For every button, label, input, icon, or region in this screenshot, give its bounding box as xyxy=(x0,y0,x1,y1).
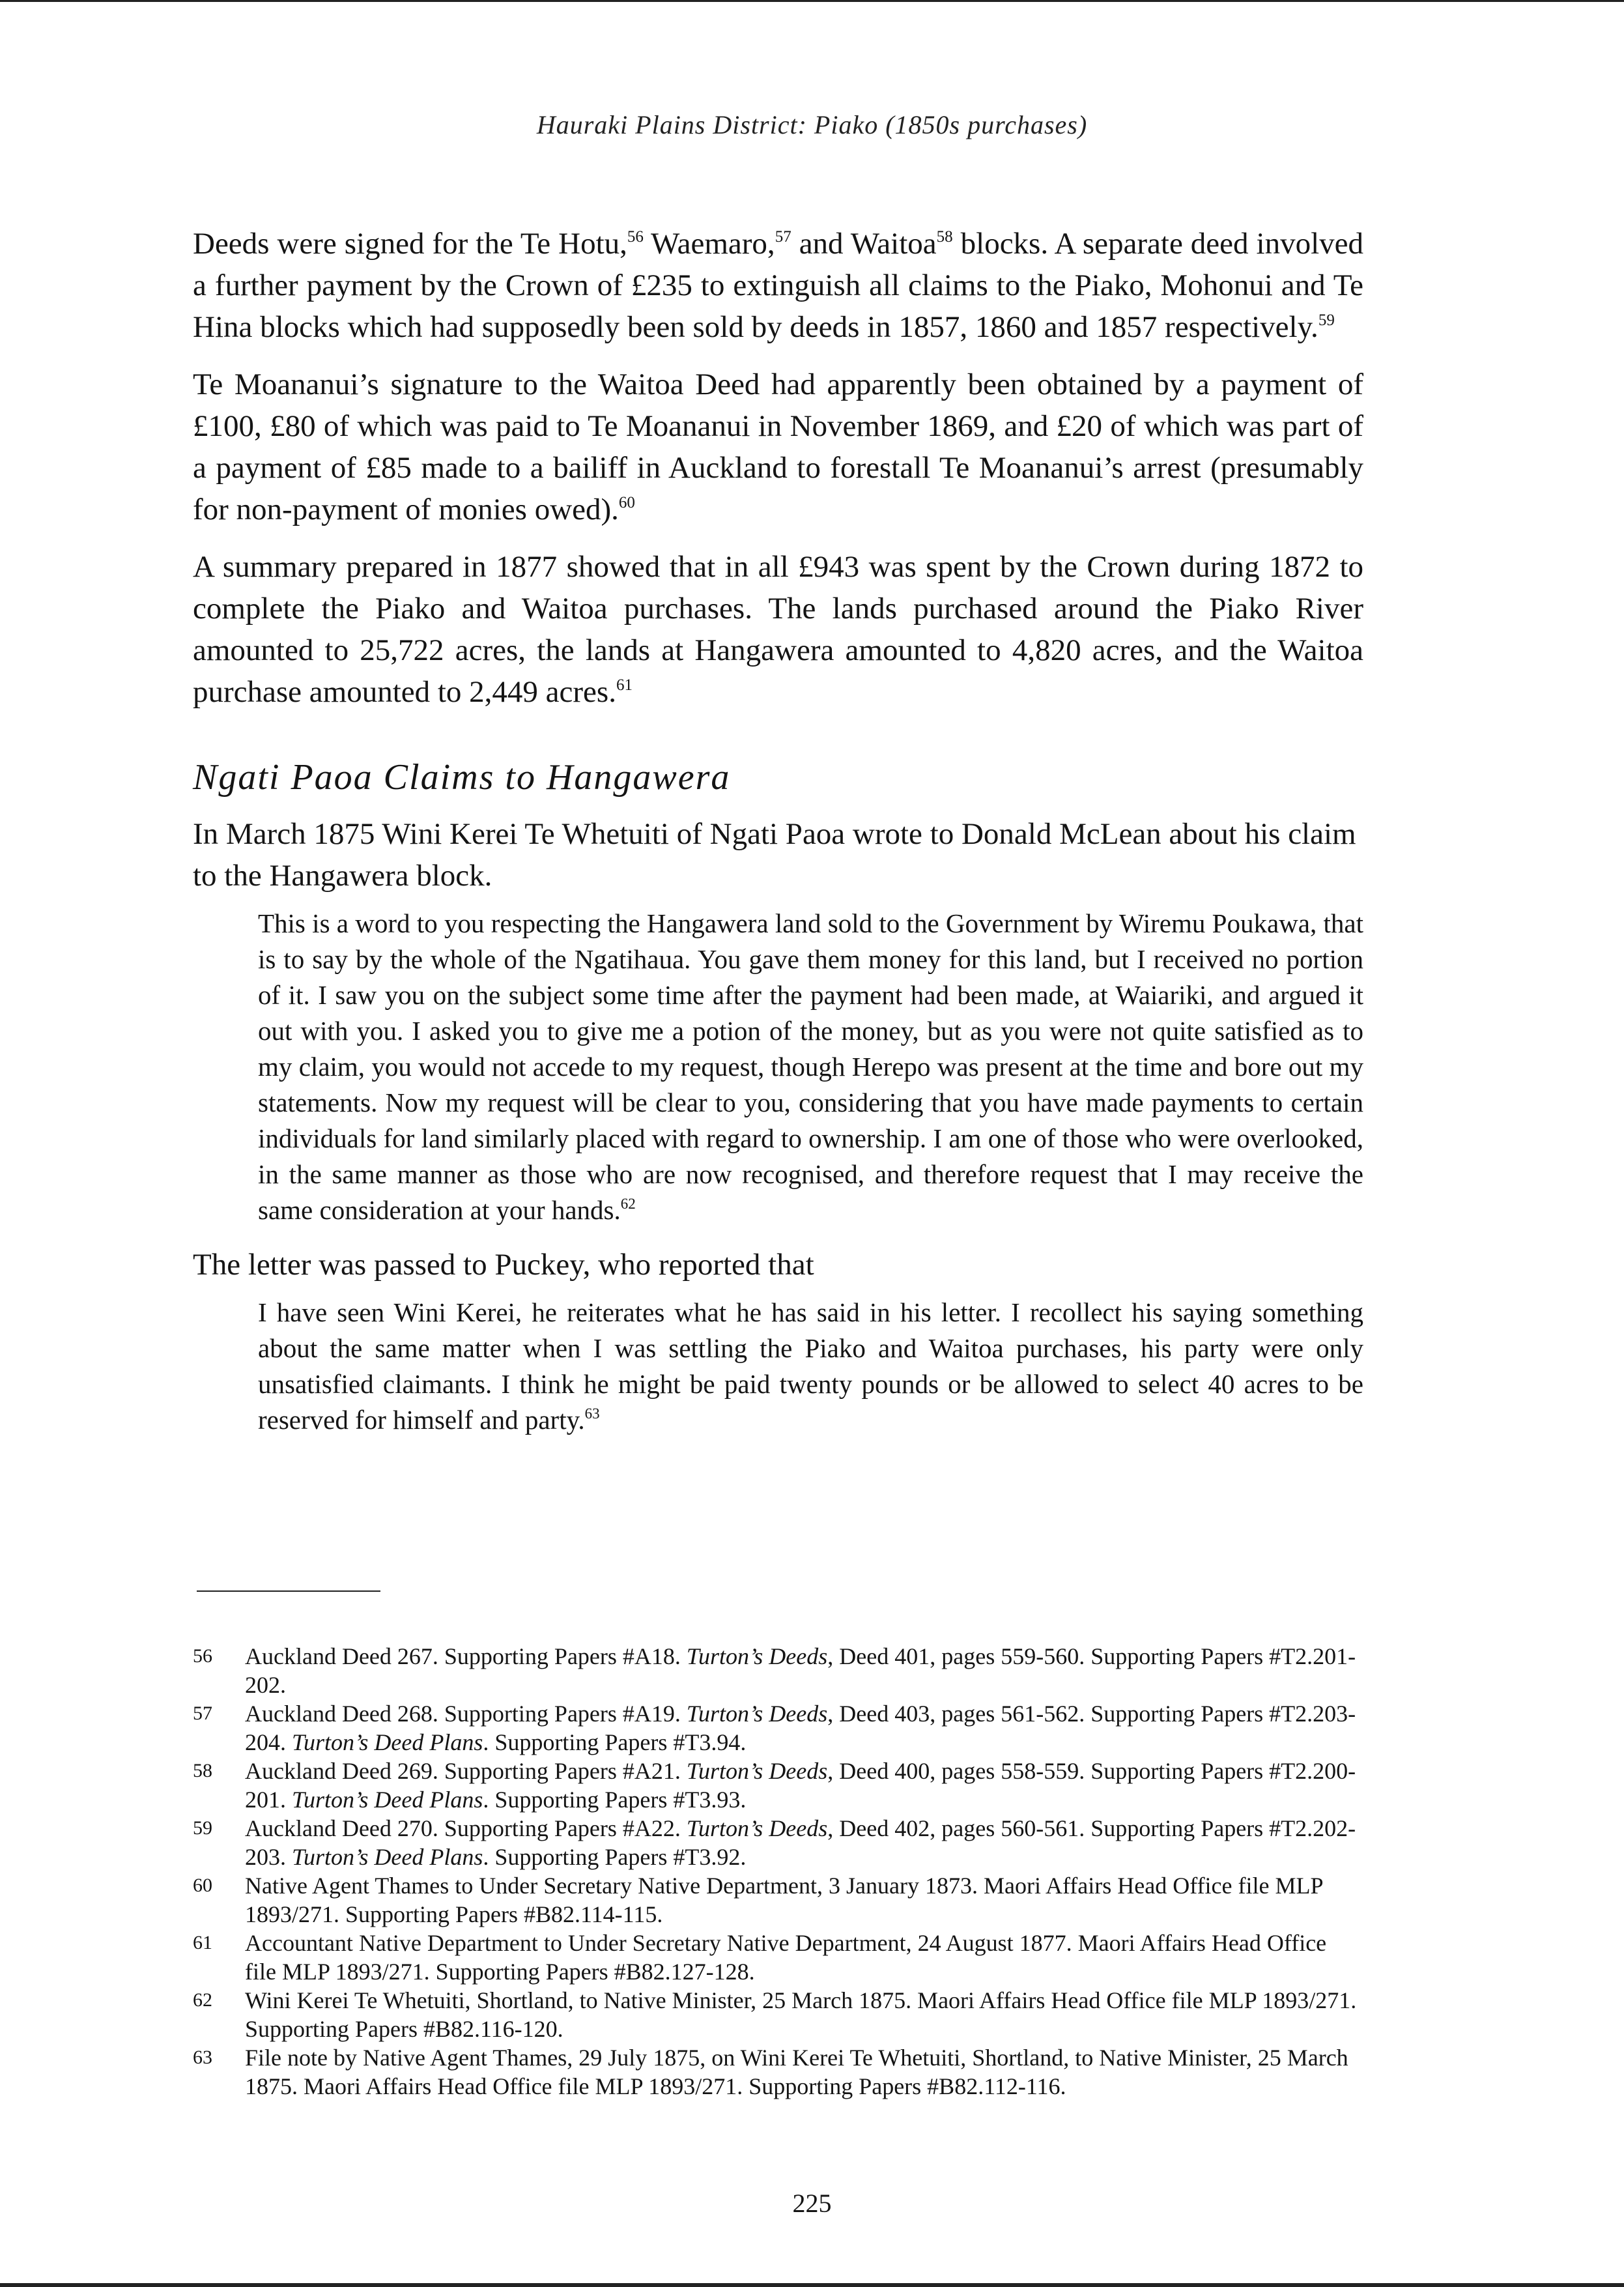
footnote-number: 59 xyxy=(193,1817,212,1839)
footnote-63 xyxy=(193,2043,1363,2101)
footnote-text: Auckland Deed 268. Supporting Papers #A19. Turton’s Deeds, Deed 403, pages 561-562. Supporting Papers #T2.203-204. Turton’s Deed Plans. Supporting Papers #T3.94. xyxy=(245,1701,1356,1755)
footnote-text: Auckland Deed 267. Supporting Papers #A18. Turton’s Deeds, Deed 401, pages 559-560. Supporting Papers #T2.201-202. xyxy=(245,1643,1356,1698)
footnote-number: 63 xyxy=(193,2047,212,2068)
footnote-ref-63[interactable]: 63 xyxy=(584,1405,600,1422)
footnote-text: Auckland Deed 269. Supporting Papers #A21. Turton’s Deeds, Deed 400, pages 558-559. Supporting Papers #T2.200-201. Turton’s Deed Plans. Supporting Papers #T3.93. xyxy=(245,1758,1356,1813)
footnotes xyxy=(193,1642,1363,2101)
main-content xyxy=(193,223,1363,1454)
paragraph-text: Waemaro, xyxy=(643,227,775,261)
footnote-60 xyxy=(193,1871,1363,1929)
footnote-ref-58[interactable]: 58 xyxy=(936,228,953,246)
paragraph-text: A summary prepared in 1877 showed that in all £943 was spent by the Crown during 1872 to complete the Piako and Waitoa purchases. The lands purchased around the Piako River amounted to 25,722 acres, the lands at Hangawera amounted to 4,820 acres, and the Waitoa purchase amounted to 2,449 acres. xyxy=(193,550,1363,709)
bottom-border-line xyxy=(0,2283,1624,2287)
running-head: Hauraki Plains District: Piako (1850s purchases) xyxy=(536,110,1088,139)
footnote-text: File note by Native Agent Thames, 29 July 1875, on Wini Kerei Te Whetuiti, Shortland, to Native Minister, 25 March 1875. Maori Affairs Head Office file MLP 1893/271. Supporting Papers #B82.112-116. xyxy=(245,2045,1348,2099)
footnote-ref-62[interactable]: 62 xyxy=(620,1196,636,1212)
footnote-57 xyxy=(193,1699,1363,1757)
footnote-text: Accountant Native Department to Under Secretary Native Department, 24 August 1877. Maori Affairs Head Office file MLP 1893/271. Supporting Papers #B82.127-128. xyxy=(245,1930,1327,1985)
footnote-text: Auckland Deed 270. Supporting Papers #A22. Turton’s Deeds, Deed 402, pages 560-561. Supporting Papers #T2.202-203. Turton’s Deed Plans. Supporting Papers #T3.92. xyxy=(245,1815,1356,1870)
footnote-58 xyxy=(193,1757,1363,1814)
footnote-ref-59[interactable]: 59 xyxy=(1318,311,1335,329)
footnote-text: Native Agent Thames to Under Secretary Native Department, 3 January 1873. Maori Affairs Head Office file MLP 1893/271. Supporting Papers #B82.114-115. xyxy=(245,1873,1323,1927)
paragraph-text: Te Moananui’s signature to the Waitoa Deed had apparently been obtained by a payment of £100, £80 of which was paid to Te Moananui in November 1869, and £20 of which was part of a payment of £85 made to a bailiff in Auckland to forestall Te Moananui’s arrest (presumably for non-payment of monies owed). xyxy=(193,367,1363,526)
footnote-number: 60 xyxy=(193,1875,212,1896)
paragraph-text: and Waitoa xyxy=(791,227,937,261)
footnote-ref-60[interactable]: 60 xyxy=(618,494,635,511)
quote-text: This is a word to you respecting the Hangawera land sold to the Government by Wiremu Poukawa, that is to say by the whole of the Ngatihaua. You gave them money for this land, but I received no portion of it. I saw you on the subject some time after the payment had been made, at Waiariki, and argued it out with you. I asked you to give me a potion of the money, but as you were not quite satisfied as to my claim, you would not accede to my request, though Herepo was present at the time and bore out my statements. Now my request will be clear to you, considering that you have made payments to certain individuals for land similarly placed with regard to ownership. I am one of those who were overlooked, in the same manner as those who are now recognised, and therefore request that I may receive the same consideration at your hands. xyxy=(258,908,1363,1225)
paragraph-summary-1877 xyxy=(193,546,1363,713)
footnote-separator xyxy=(197,1590,380,1592)
paragraph-deeds-signed xyxy=(193,223,1363,348)
footnote-number: 62 xyxy=(193,1989,212,2011)
block-quote-letter xyxy=(258,906,1363,1228)
paragraph-text: Deeds were signed for the Te Hotu, xyxy=(193,227,627,261)
footnote-ref-56[interactable]: 56 xyxy=(627,228,644,246)
quote-text: I have seen Wini Kerei, he reiterates what he has said in his letter. I recollect his saying something about the same matter when I was settling the Piako and Waitoa purchases, his party were only unsatisfied claimants. I think he might be paid twenty pounds or be allowed to select 40 acres to be reserved for himself and party. xyxy=(258,1297,1363,1435)
footnote-number: 57 xyxy=(193,1703,212,1724)
footnote-62 xyxy=(193,1986,1363,2043)
lead-puckey: The letter was passed to Puckey, who reported that xyxy=(193,1248,814,1282)
footnote-61 xyxy=(193,1929,1363,1986)
top-border-line xyxy=(0,0,1624,2)
paragraph-text: blocks. A separate deed involved a further payment by the Crown of £235 to extinguish all claims to the Piako, Mohonui and Te Hina blocks which had supposedly been sold by deeds in 1857, 1860 and 1857 respectively. xyxy=(193,227,1363,344)
section-heading: Ngati Paoa Claims to Hangawera xyxy=(193,757,731,798)
section-intro: In March 1875 Wini Kerei Te Whetuiti of Ngati Paoa wrote to Donald McLean about his claim to the Hangawera block. xyxy=(193,817,1356,893)
footnote-number: 56 xyxy=(193,1645,212,1667)
footnote-text: Wini Kerei Te Whetuiti, Shortland, to Native Minister, 25 March 1875. Maori Affairs Head Office file MLP 1893/271. Supporting Papers #B82.116-120. xyxy=(245,1987,1357,2042)
page-number: 225 xyxy=(792,2189,832,2218)
footnote-ref-61[interactable]: 61 xyxy=(616,676,633,694)
footnote-ref-57[interactable]: 57 xyxy=(775,228,791,246)
footnote-number: 58 xyxy=(193,1760,212,1781)
paragraph-waitoa-signature xyxy=(193,364,1363,530)
block-quote-puckey xyxy=(258,1295,1363,1438)
footnote-number: 61 xyxy=(193,1932,212,1953)
footnote-56 xyxy=(193,1642,1363,1699)
footnote-59 xyxy=(193,1814,1363,1871)
